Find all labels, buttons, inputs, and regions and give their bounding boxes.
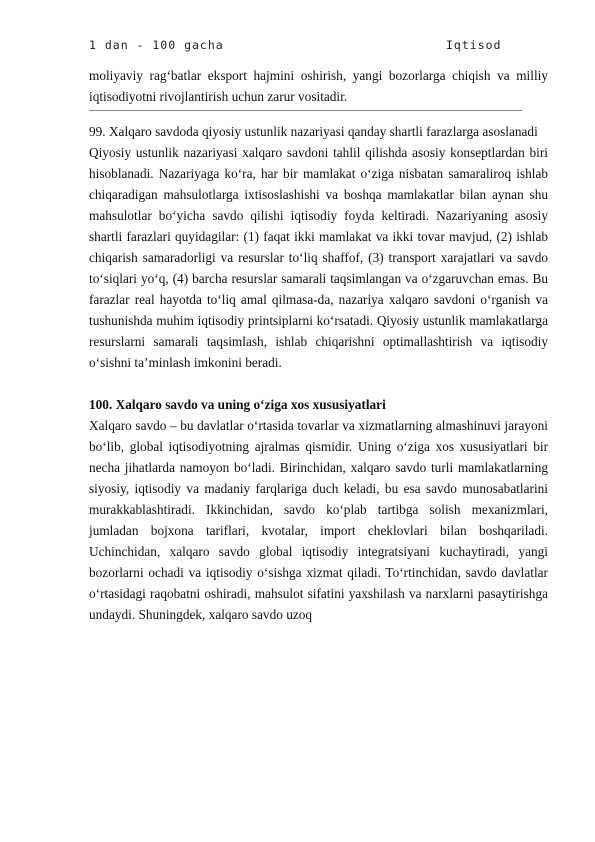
header-left: 1 dan - 100 gacha bbox=[89, 38, 224, 52]
intro-paragraph: moliyaviy rag‘batlar eksport hajmini oshirish, yangi bozorlarga chiqish va milliy iqtisodiyotni rivojlantirish uchun zarur vositadir. bbox=[89, 68, 548, 104]
header-right: Iqtisod bbox=[446, 38, 502, 52]
spacer bbox=[89, 373, 548, 394]
page-content bbox=[89, 65, 548, 625]
question-99-title: 99. Xalqaro savdoda qiyosiy ustunlik nazariyasi qanday shartli farazlarga asoslanadi bbox=[89, 124, 538, 139]
question-100-body: Xalqaro savdo – bu davlatlar o‘rtasida tovarlar va xizmatlarning almashinuvi jarayoni bo‘lib, global iqtisodiyotning ajralmas qismidir. Uning o‘ziga xos xususiyatlari bir necha jihatlarda namoyon bo‘ladi. Birinchidan, xalqaro savdo turli mamlakatlarning siyosiy, iqtisodiy va madaniy farqlariga duch keladi, bu esa savdo munosabatlarini murakkablashtiradi. Ikkinchidan, savdo ko‘plab tartibga solish mexanizmlari, jumladan bojxona tariflari, kvotalar, import cheklovlari bilan boshqariladi. Uchinchidan, xalqaro savdo global iqtisodiy integratsiyani kuchaytiradi, yangi bozorlarni ochadi va iqtisodiy o‘sishga xizmat qiladi. To‘rtinchidan, savdo davlatlar o‘rtasidagi raqobatni oshiradi, mahsulot sifatini yaxshilash va narxlarni pasaytirishga undaydi. Shuningdek, xalqaro savdo uzoq bbox=[89, 418, 548, 622]
section-divider bbox=[89, 110, 522, 111]
question-100-title: 100. Xalqaro savdo va uning o‘ziga xos xususiyatlari bbox=[89, 397, 386, 412]
question-99-body: Qiyosiy ustunlik nazariyasi xalqaro savdoni tahlil qilishda asosiy konseptlardan biri hisoblanadi. Nazariyaga ko‘ra, har bir mamlakat o‘ziga nisbatan samaraliroq ishlab chiqaradigan mahsulotlarga ixtisoslashishi va boshqa mamlakatlar bilan aynan shu mahsulotlar bo‘yicha savdo qilishi iqtisodiy foyda keltiradi. Nazariyaning asosiy shartli farazlari quyidagilar: (1) faqat ikki mamlakat va ikki tovar mavjud, (2) ishlab chiqarish samaradorligi va resurslar to‘liq shaffof, (3) transport xarajatlari va savdo to‘siqlari yo‘q, (4) barcha resurslar samarali taqsimlangan va o‘zgaruvchan emas. Bu farazlar real hayotda to‘liq amal qilmasa-da, nazariya xalqaro savdoni o‘rganish va tushunishda muhim iqtisodiy printsiplarni ko‘rsatadi. Qiyosiy ustunlik mamlakatlarga resurslarni samarali taqsimlash, ishlab chiqarishni optimallashtirish va iqtisodiy o‘sishni ta’minlash imkonini beradi. bbox=[89, 145, 548, 370]
